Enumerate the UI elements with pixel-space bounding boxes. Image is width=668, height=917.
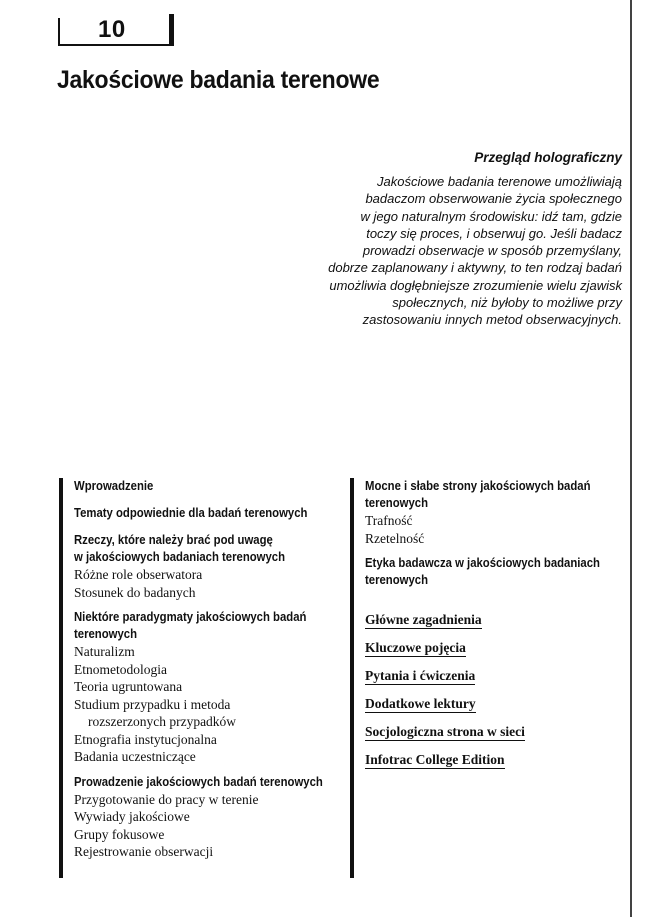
toc-heading: Niektóre paradygmaty jakościowych badań	[74, 610, 307, 624]
link-key-terms[interactable]: Kluczowe pojęcia	[365, 640, 466, 655]
overview-line: badaczom obserwowanie życia społecznego	[365, 191, 622, 207]
toc-links	[365, 611, 645, 779]
overview-text	[322, 173, 622, 329]
toc-item: Trafność	[365, 513, 413, 528]
box-bottom-line	[58, 44, 174, 46]
toc-heading: Prowadzenie jakościowych badań terenowych	[74, 774, 323, 789]
link-additional-readings[interactable]: Dodatkowe lektury	[365, 696, 476, 711]
toc-heading: Tematy odpowiednie dla badań terenowych	[74, 506, 308, 520]
toc-right-column	[350, 478, 645, 878]
toc-left-column	[59, 478, 344, 878]
overview-line: dobrze zaplanowany i aktywny, to ten rodzaj badań	[328, 260, 622, 276]
toc-item: Studium przypadku i metoda	[74, 696, 231, 712]
overview-line: zastosowaniu innych metod obserwacyjnych.	[362, 312, 622, 328]
overview-line: toczy się proces, i obserwuj go. Jeśli badacz	[366, 225, 622, 241]
chapter-title: Jakościowe badania terenowe	[57, 66, 380, 94]
toc-heading: terenowych	[365, 573, 428, 587]
toc-heading: Wprowadzenie	[74, 479, 154, 493]
toc-item: Wywiady jakościowe	[74, 809, 190, 824]
overview-line: Jakościowe badania terenowe umożliwiają	[377, 174, 622, 189]
toc-item: Stosunek do badanych	[74, 584, 196, 600]
link-sociology-website[interactable]: Socjologiczna strona w sieci	[365, 724, 525, 739]
toc-heading: Etyka badawcza w jakościowych badaniach	[365, 556, 600, 570]
overview-line: w jego naturalnym środowisku: idź tam, gdzie	[360, 208, 622, 224]
toc-heading: Rzeczy, które należy brać pod uwagę	[74, 533, 273, 547]
toc-group-strengths	[365, 478, 645, 547]
toc-group-intro	[74, 478, 344, 495]
toc-item: Różne role obserwatora	[74, 567, 203, 582]
toc-item: Rejestrowanie obserwacji	[74, 844, 214, 859]
chapter-number-box	[58, 14, 174, 46]
toc-heading: terenowych	[74, 627, 137, 641]
toc-heading: terenowych	[365, 496, 428, 510]
toc-group-topics	[74, 505, 344, 522]
toc-item: Rzetelność	[365, 530, 425, 546]
holographic-overview	[322, 150, 622, 329]
overview-line: społecznych, niż byłoby to możliwe przy	[392, 295, 622, 311]
toc-group-conducting	[74, 774, 344, 861]
link-questions-exercises[interactable]: Pytania i ćwiczenia	[365, 668, 476, 683]
box-right-bar	[169, 14, 174, 46]
toc-item: Naturalizm	[74, 644, 135, 659]
toc-item: Teoria ugruntowana	[74, 679, 183, 694]
toc-item: rozszerzonych przypadków	[88, 714, 237, 729]
link-main-issues[interactable]: Główne zagadnienia	[365, 612, 482, 627]
overview-line: prowadzi obserwacje w sposób przemyślany,	[362, 243, 622, 259]
toc-group-paradigms	[74, 609, 344, 766]
toc-item: Badania uczestniczące	[74, 749, 196, 764]
toc-item: Przygotowanie do pracy w terenie	[74, 791, 259, 807]
toc-heading: Mocne i słabe strony jakościowych badań	[365, 479, 591, 493]
box-left-bar	[58, 18, 60, 44]
toc-group-ethics	[365, 555, 645, 589]
overview-line: umożliwia dogłębniejsze zrozumienie wielu zjawisk	[329, 277, 622, 293]
toc-group-considerations	[74, 532, 344, 601]
chapter-number: 10	[98, 16, 126, 43]
toc-item: Grupy fokusowe	[74, 826, 165, 842]
toc-item: Etnografia instytucjonalna	[74, 731, 217, 747]
link-infotrac[interactable]: Infotrac College Edition	[365, 752, 505, 767]
overview-title: Przegląd holograficzny	[474, 150, 622, 165]
toc-item: Etnometodologia	[74, 661, 167, 677]
toc-heading: w jakościowych badaniach terenowych	[74, 550, 286, 564]
